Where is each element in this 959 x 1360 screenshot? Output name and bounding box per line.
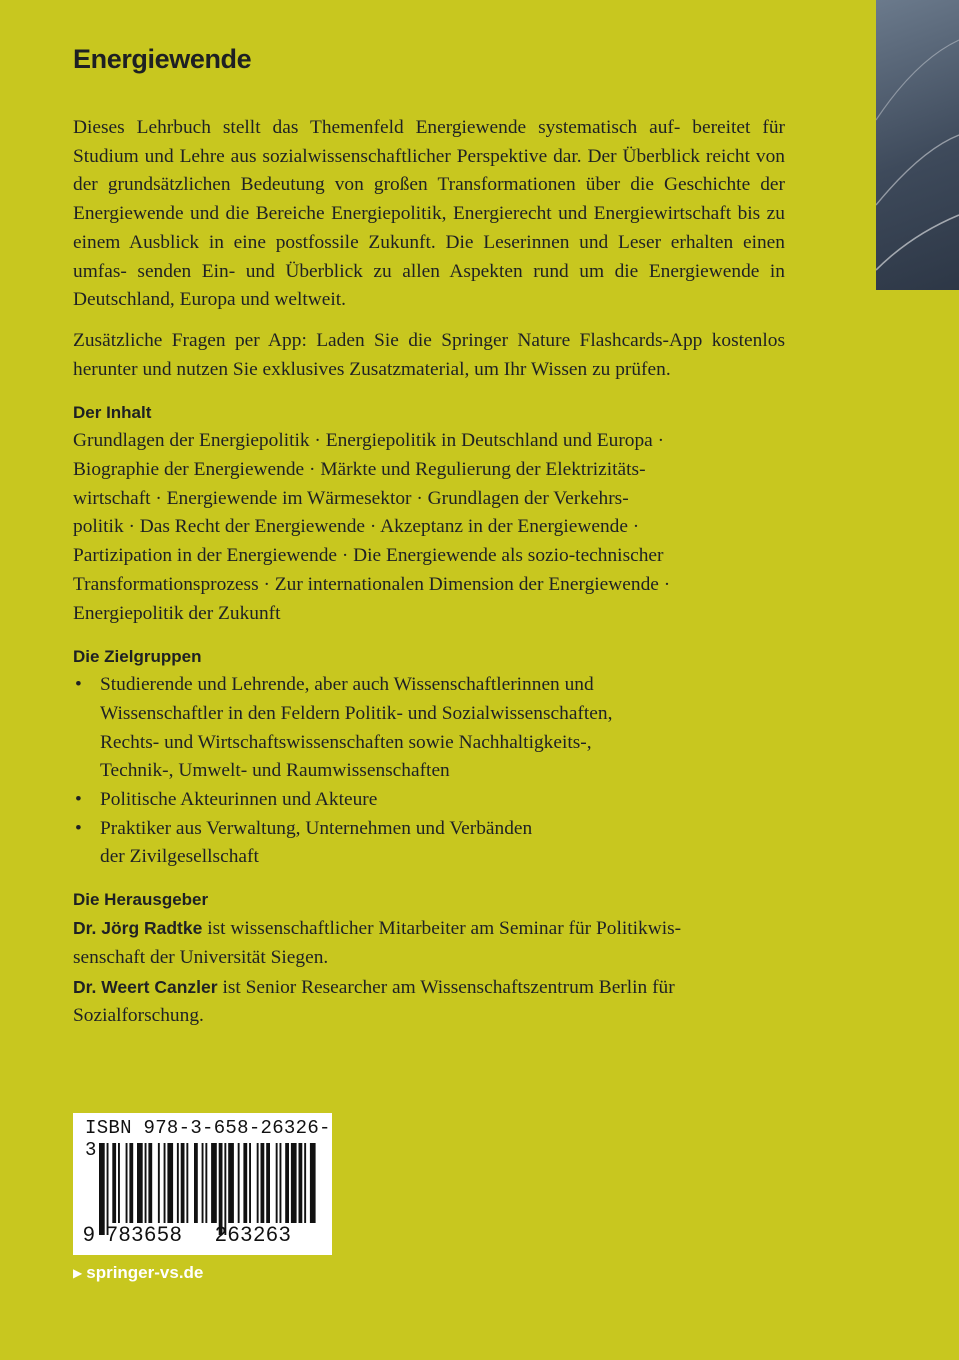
contents-line: Transformationsprozess · Zur internationalen Dimension der Energiewende · [73,573,671,595]
ean-left-digits: 783658 [106,1223,183,1246]
contents-list [73,427,785,628]
target-group-item [73,815,785,872]
editor-description: Sozialforschung. [73,1005,204,1027]
target-group-item [73,786,785,815]
target-group-line: Technik-, Umwelt- und Raumwissenschaften [100,760,450,782]
target-group-line: Politische Akteurinnen und Akteure [100,789,378,811]
bullet-icon: • [75,789,82,811]
target-group-line: Wissenschaftler in den Feldern Politik- und Sozialwissenschaften, [100,702,613,724]
target-group-line: Praktiker aus Verwaltung, Unternehmen und Verbänden [100,817,533,839]
editors-section [73,914,785,1031]
corner-curves [876,0,959,290]
intro-line: Transformationen über die Geschichte der Energiewende und die Bereiche [73,174,785,225]
bullet-icon: • [75,817,82,839]
editor-description: senschaft der Universität Siegen. [73,946,329,968]
app-line: kostenlos herunter und nutzen Sie exklusives Zusatzmaterial, um Ihr Wissen [73,329,785,380]
contents-line: Energiepolitik der Zukunft [73,602,281,624]
website-text: springer-vs.de [86,1263,204,1282]
intro-line: Dieses Lehrbuch stellt das Themenfeld Energiewende systematisch auf- [73,117,681,138]
target-group-line: Rechts- und Wirtschaftswissenschaften sowie Nachhaltigkeits-, [100,731,592,753]
contents-heading: Der Inhalt [73,403,152,423]
intro-line: dar. Der Überblick reicht von der grundsätzlichen Bedeutung von großen [73,145,785,196]
app-line: Zusätzliche Fragen per App: Laden Sie die Springer Nature Flashcards-App [73,329,703,351]
editor-entry [73,973,785,1031]
intro-line: bereitet für Studium und Lehre aus sozialwissenschaftlicher Perspektive [73,117,785,167]
editor-description: ist wissenschaftlicher Mitarbeiter am Seminar für Politikwis- [202,918,682,940]
bullet-icon: • [75,674,82,696]
target-groups-heading: Die Zielgruppen [73,647,202,667]
editors-heading: Die Herausgeber [73,890,209,910]
arrow-right-icon: ▶ [73,1266,83,1280]
editor-line [73,973,785,1003]
app-paragraph [73,327,785,384]
app-line: zu prüfen. [592,358,671,380]
target-group-line: der Zivilgesellschaft [100,846,259,868]
website-link[interactable] [73,1263,203,1283]
editor-line [73,944,785,973]
isbn-label: ISBN 978-3-658-26326-3 [85,1117,331,1161]
editor-description: ist Senior Researcher am Wissenschaftszentrum Berlin für [217,976,675,998]
book-title: Energiewende [73,44,252,74]
intro-paragraph [73,114,785,315]
editor-line [73,914,785,944]
target-groups-list [73,671,785,872]
editor-line [73,1002,785,1031]
contents-line: Biographie der Energiewende · Märkte und Regulierung der Elektrizitäts- [73,459,646,481]
contents-line: politik · Das Recht der Energiewende · Akzeptanz in der Energiewende · [73,516,640,538]
ean-right-digits: 263263 [215,1223,292,1246]
cover-corner-image [876,0,959,290]
editor-entry [73,914,785,972]
intro-line: in eine postfossile Zukunft. Die Leserinnen und Leser erhalten einen umfas- [73,231,785,282]
editor-name: Dr. Weert Canzler [73,976,218,997]
contents-line: wirtschaft · Energiewende im Wärmesektor · Grundlagen der Verkehrs- [73,487,629,509]
target-group-item [73,671,785,786]
contents-line: Grundlagen der Energiepolitik · Energiepolitik in Deutschland und Europa · [73,430,665,452]
editor-name: Dr. Jörg Radtke [73,918,203,939]
target-group-line: Studierende und Lehrende, aber auch Wissenschaftlerinnen und [100,674,594,696]
back-cover-content [73,44,785,1031]
contents-line: Partizipation in der Energiewende · Die Energiewende als sozio-technischer [73,545,664,567]
intro-line: senden Ein- und Überblick zu allen Aspekten rund um die Energiewende in [137,260,785,282]
ean-first-digit: 9 [83,1223,96,1246]
intro-line: Energiepolitik, Energierecht und Energiewirtschaft bis zu einem Ausblick [73,203,785,253]
isbn-barcode [73,1113,332,1255]
intro-line: Deutschland, Europa und weltweit. [73,289,347,311]
